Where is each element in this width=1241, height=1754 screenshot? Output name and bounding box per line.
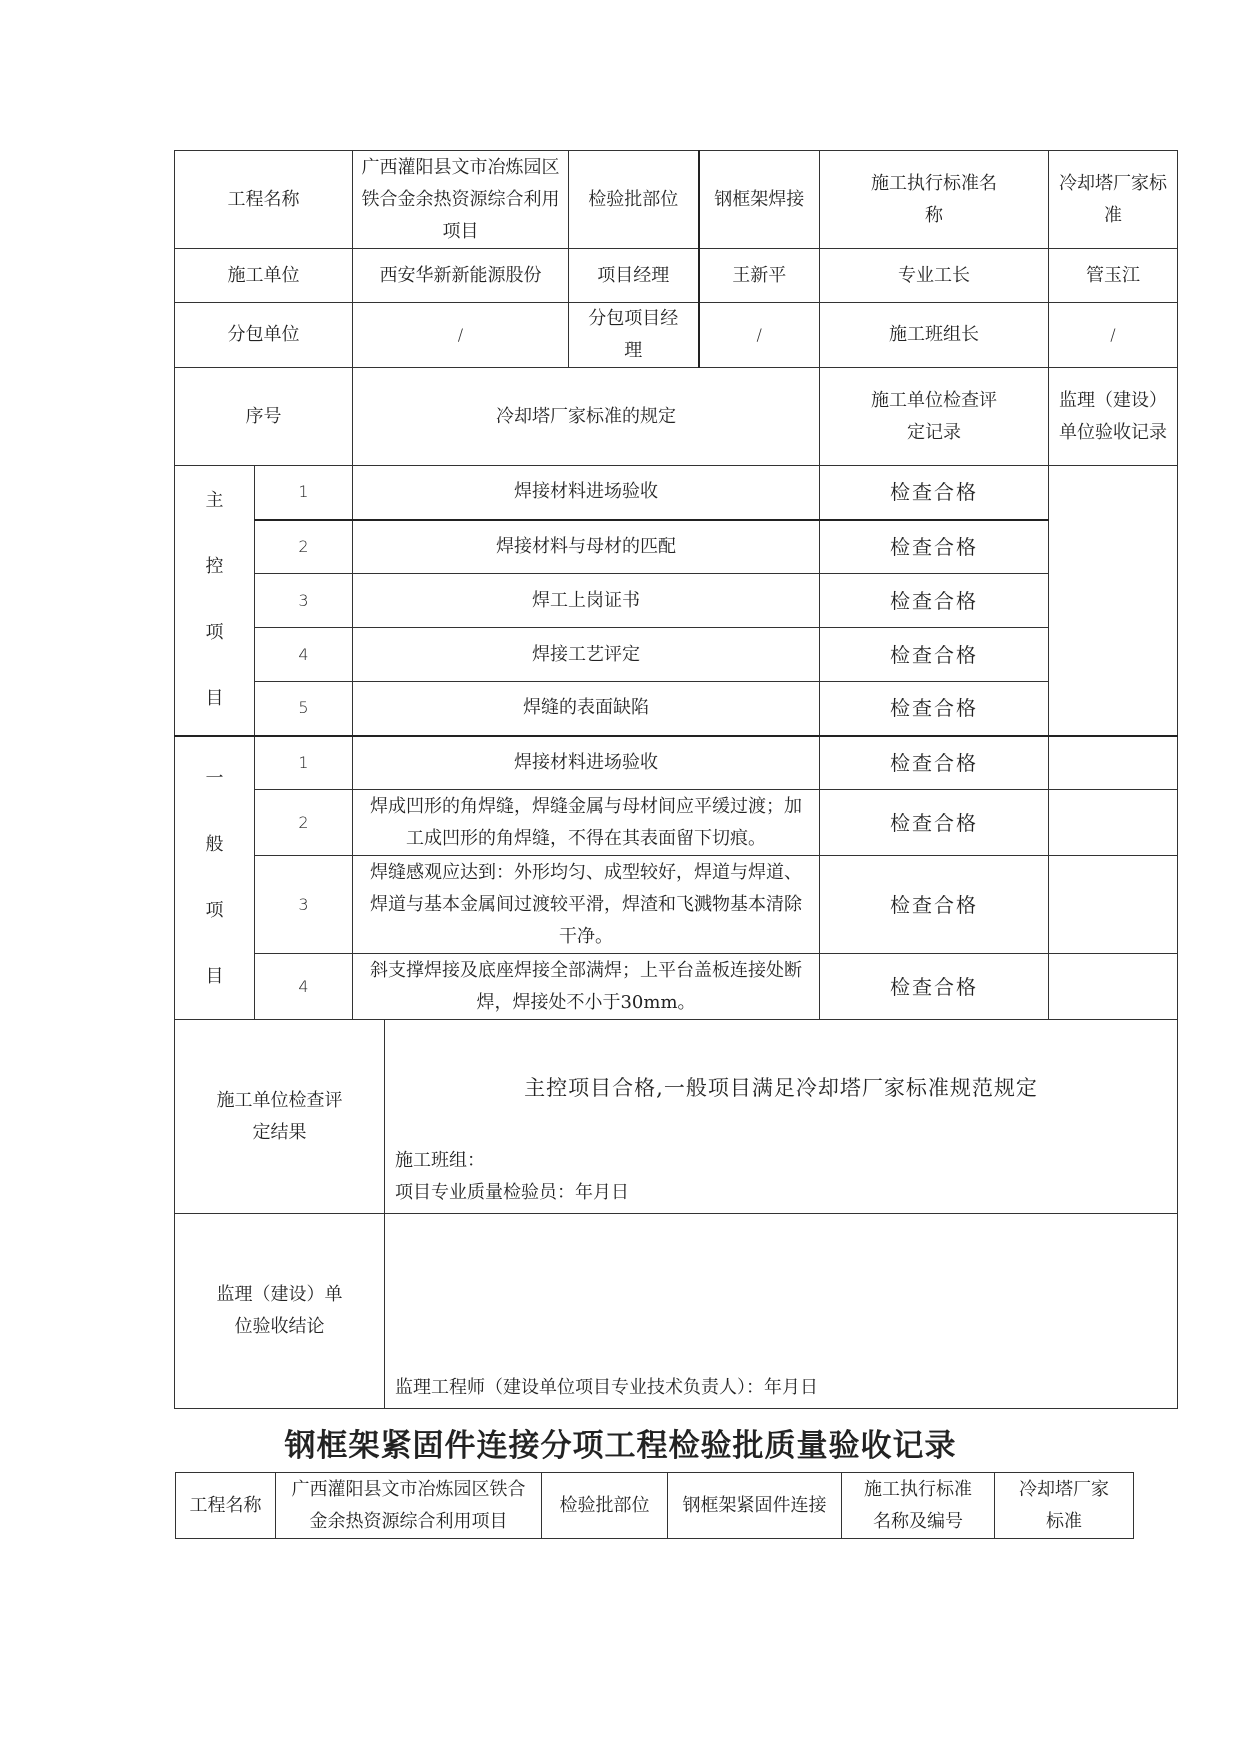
project-name-label: 工程名称 (176, 1473, 276, 1539)
main-item-text: 焊接工艺评定 (353, 628, 820, 682)
main-item-result: 检查合格 (820, 520, 1049, 574)
contractor-value: 西安华新新能源股份 (353, 249, 569, 303)
standard-label: 施工执行标准名称 (820, 151, 1049, 249)
inspection-part-value: 钢框架紧固件连接 (668, 1473, 842, 1539)
main-control-group-label: 主 控 项 目 (175, 466, 255, 736)
general-item-text: 焊接材料进场验收 (353, 736, 820, 790)
general-supervision-cell (1049, 856, 1178, 954)
general-item-result: 检查合格 (820, 790, 1049, 856)
general-item-text: 焊缝感观应达到：外形均匀、成型较好，焊道与焊道、焊道与基本金属间过渡较平滑，焊渣和飞溅物基本清除干净。 (353, 856, 820, 954)
main-item-no: 1 (255, 466, 353, 520)
team-leader-label: 施工班组长 (820, 303, 1049, 368)
supervision-column-header: 监理（建设）单位验收记录 (1049, 368, 1178, 466)
general-supervision-cell (1049, 954, 1178, 1020)
main-item-result: 检查合格 (820, 574, 1049, 628)
fastener-inspection-table (175, 1472, 1134, 1539)
main-item-result: 检查合格 (820, 466, 1049, 520)
rule-column-header: 冷却塔厂家标准的规定 (353, 368, 820, 466)
supervision-conclusion-label: 监理（建设）单位验收结论 (175, 1214, 385, 1409)
inspection-part-value: 钢框架焊接 (699, 151, 820, 249)
signature-lines (395, 1145, 629, 1209)
general-item-text: 斜支撑焊接及底座焊接全部满焊；上平台盖板连接处断焊，焊接处不小于30mm。 (353, 954, 820, 1020)
contractor-label: 施工单位 (175, 249, 353, 303)
inspection-part-label: 检验批部位 (542, 1473, 668, 1539)
general-item-no: 4 (255, 954, 353, 1020)
check-record-column-header: 施工单位检查评定记录 (820, 368, 1049, 466)
project-name-value: 广西灌阳县文市冶炼园区铁合金余热资源综合利用项目 (353, 151, 569, 249)
engineer-line: 监理工程师（建设单位项目专业技术负责人）：年月日 (395, 1377, 818, 1398)
pm-label: 项目经理 (569, 249, 699, 303)
inspection-table (174, 150, 1178, 1409)
general-item-no: 1 (255, 736, 353, 790)
general-item-no: 2 (255, 790, 353, 856)
contractor-result-summary: 主控项目合格,一般项目满足冷却塔厂家标准规范规定 (524, 1076, 1038, 1100)
main-supervision-cell (1049, 466, 1178, 736)
supervision-conclusion-cell (385, 1214, 1178, 1409)
main-item-text: 焊接材料进场验收 (353, 466, 820, 520)
seq-column-header: 序号 (175, 368, 353, 466)
team-leader-value: / (1049, 303, 1178, 368)
general-item-no: 3 (255, 856, 353, 954)
standard-value: 冷却塔厂家标准 (995, 1473, 1134, 1539)
foreman-value: 管玉江 (1049, 249, 1178, 303)
inspector-line: 项目专业质量检验员：年月日 (395, 1182, 629, 1203)
subcontractor-label: 分包单位 (175, 303, 353, 368)
main-item-no: 5 (255, 682, 353, 736)
main-item-no: 4 (255, 628, 353, 682)
general-item-result: 检查合格 (820, 856, 1049, 954)
contractor-result-label: 施工单位检查评定结果 (175, 1020, 385, 1214)
general-group-label: 一 般 项 目 (175, 736, 255, 1020)
general-item-result: 检查合格 (820, 954, 1049, 1020)
general-item-result: 检查合格 (820, 736, 1049, 790)
main-item-no: 3 (255, 574, 353, 628)
contractor-result-cell (385, 1020, 1178, 1214)
project-name-value: 广西灌阳县文市冶炼园区铁合金余热资源综合利用项目 (276, 1473, 542, 1539)
standard-value: 冷却塔厂家标准 (1049, 151, 1178, 249)
foreman-label: 专业工长 (820, 249, 1049, 303)
main-item-no: 2 (255, 520, 353, 574)
general-supervision-cell (1049, 790, 1178, 856)
main-item-text: 焊接材料与母材的匹配 (353, 520, 820, 574)
subcontractor-value: / (353, 303, 569, 368)
general-supervision-cell (1049, 736, 1178, 790)
sub-pm-value: / (699, 303, 820, 368)
main-item-text: 焊工上岗证书 (353, 574, 820, 628)
inspection-part-label: 检验批部位 (569, 151, 699, 249)
team-line: 施工班组： (395, 1150, 485, 1171)
main-item-result: 检查合格 (820, 628, 1049, 682)
general-item-text: 焊成凹形的角焊缝，焊缝金属与母材间应平缓过渡；加工成凹形的角焊缝，不得在其表面留下切痕。 (353, 790, 820, 856)
sub-pm-label: 分包项目经理 (569, 303, 699, 368)
main-item-text: 焊缝的表面缺陷 (353, 682, 820, 736)
project-name-label: 工程名称 (175, 151, 353, 249)
standard-label: 施工执行标准名称及编号 (842, 1473, 995, 1539)
pm-value: 王新平 (699, 249, 820, 303)
section-title: 钢框架紧固件连接分项工程检验批质量验收记录 (284, 1428, 957, 1464)
main-item-result: 检查合格 (820, 682, 1049, 736)
